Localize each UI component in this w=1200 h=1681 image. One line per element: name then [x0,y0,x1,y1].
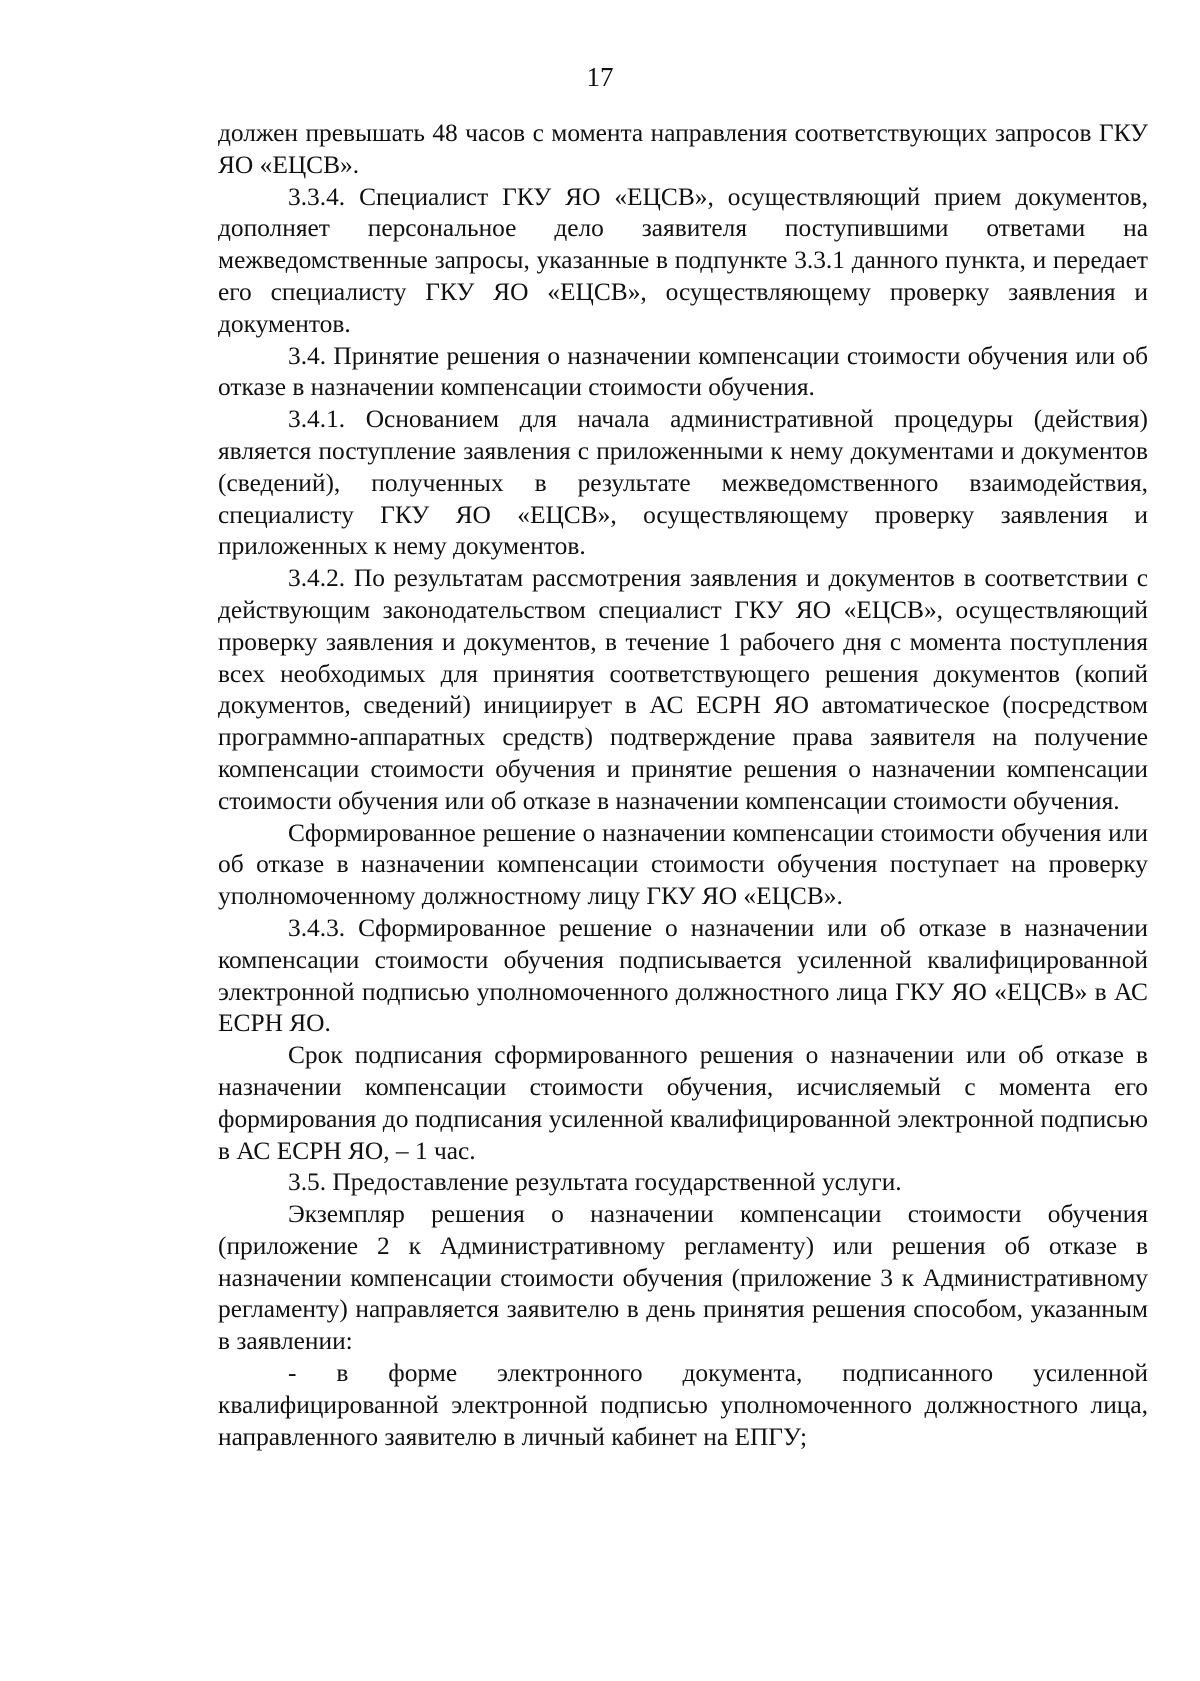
paragraph-3-4-heading: 3.4. Принятие решения о назначении компенсации стоимости обучения или об отказе в назначении компенсации стоимости обучения. [218,341,1148,402]
paragraph-formed-decision: Сформированное решение о назначении компенсации стоимости обучения или об отказе в назначении компенсации стоимости обучения поступает на проверку уполномоченному должностному лицу ГКУ ЯО «ЕЦСВ». [218,818,1148,911]
document-body [218,118,1148,1453]
paragraph-signing-term: Срок подписания сформированного решения о назначении или об отказе в назначении компенсации стоимости обучения, исчисляемый с момента его формирования до подписания усиленной квалифицированной электронной подписью в АС ЕСРН ЯО, – 1 час. [218,1041,1148,1165]
paragraph-3-3-4: 3.3.4. Специалист ГКУ ЯО «ЕЦСВ», осуществляющий прием документов, дополняет персональное дело заявителя поступившими ответами на межведомственные запросы, указанные в подпункте 3.3.1 данного пункта, и передает его специалисту ГКУ ЯО «ЕЦСВ», осуществляющему проверку заявления и документов. [218,182,1148,338]
paragraph-decision-copy: Экземпляр решения о назначении компенсации стоимости обучения (приложение 2 к Административному регламенту) или решения об отказе в назначении компенсации стоимости обучения (приложение 3 к Административному регламенту) направляется заявителю в день принятия решения способом, указанным в заявлении: [218,1200,1148,1356]
paragraph-3-4-2: 3.4.2. По результатам рассмотрения заявления и документов в соответствии с действующим законодательством специалист ГКУ ЯО «ЕЦСВ», осуществляющий проверку заявления и документов, в течение 1 рабочего дня с момента поступления всех необходимых для принятия соответствующего решения документов (копий документов, сведений) инициирует в АС ЕСРН ЯО автоматическое (посредством программно-аппаратных средств) подтверждение права заявителя на получение компенсации стоимости обучения и принятие решения о назначении компенсации стоимости обучения или об отказе в назначении компенсации стоимости обучения. [218,564,1148,815]
paragraph-3-4-3: 3.4.3. Сформированное решение о назначении или об отказе в назначении компенсации стоимости обучения подписывается усиленной квалифицированной электронной подписью уполномоченного должностного лица ГКУ ЯО «ЕЦСВ» в АС ЕСРН ЯО. [218,913,1148,1038]
paragraph-continuation: должен превышать 48 часов с момента направления соответствующих запросов ГКУ ЯО «ЕЦСВ». [218,119,1148,179]
list-item-electronic-document: - в форме электронного документа, подписанного усиленной квалифицированной электронной подписью уполномоченного должностного лица, направленного заявителю в личный кабинет на ЕПГУ; [218,1359,1148,1451]
paragraph-3-5-heading: 3.5. Предоставление результата государственной услуги. [288,1168,902,1197]
page-number: 17 [586,62,614,92]
paragraph-3-4-1: 3.4.1. Основанием для начала административной процедуры (действия) является поступление заявления с приложенными к нему документами и документов (сведений), полученных в результате межведомственного взаимодействия, специалисту ГКУ ЯО «ЕЦСВ», осуществляющему проверку заявления и приложенных к нему документов. [218,405,1148,561]
